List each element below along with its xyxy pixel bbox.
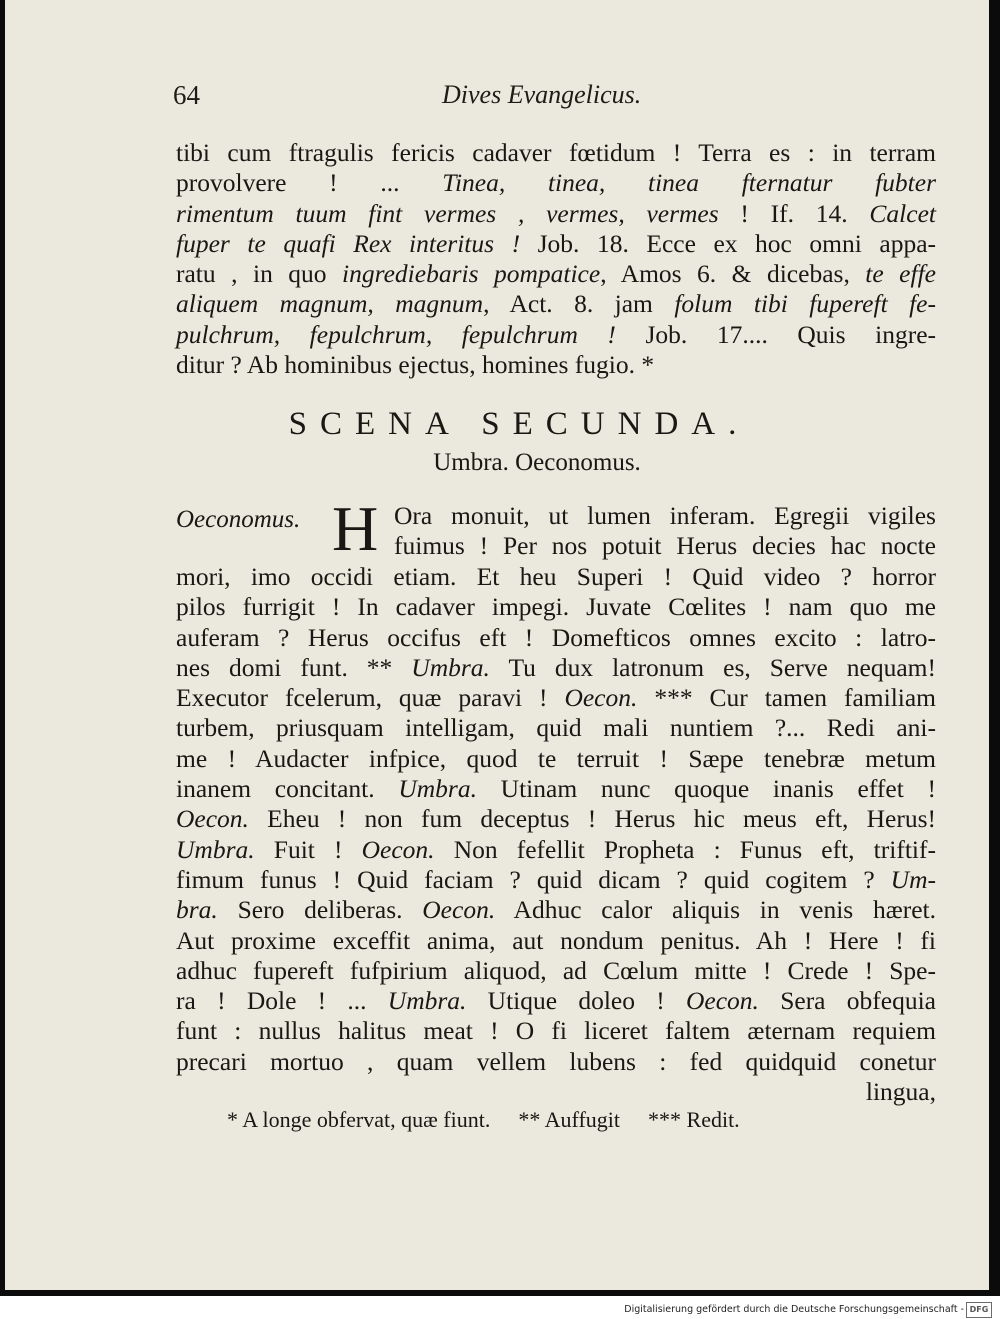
text-line	[176, 562, 936, 592]
roman-text: Fuit !	[254, 834, 362, 864]
roman-text: ratu , in quo	[176, 259, 343, 289]
text-line	[176, 895, 936, 925]
text-line	[176, 744, 936, 774]
roman-text: nes domi funt. **	[176, 652, 412, 682]
footnote: *** Redit.	[648, 1107, 740, 1132]
text-line	[176, 865, 936, 895]
text-line	[176, 804, 936, 834]
roman-text: Executor fcelerum, quæ paravi !	[176, 683, 565, 713]
italic-text: Um-	[890, 864, 936, 894]
roman-text: Adhuc calor aliquis in venis hæret.	[495, 895, 936, 925]
roman-text: ra ! Dole ! ...	[176, 986, 388, 1016]
italic-text: Oecon.	[361, 834, 435, 864]
roman-text: Eheu ! non fum deceptus ! Herus hic meus eft, Herus!	[248, 804, 936, 834]
roman-text: adhuc fupereft fufpirium aliquod, ad Cœlum mitte ! Crede ! Spe-	[176, 955, 936, 985]
italic-text: Umbra.	[411, 652, 490, 682]
text-line	[176, 653, 936, 683]
text-line	[176, 320, 936, 350]
italic-text: fuper te quafi Rex interitus !	[176, 228, 521, 258]
text-line	[176, 623, 936, 653]
footnote: ** Auffugit	[518, 1107, 621, 1132]
text-line	[176, 1047, 936, 1077]
text-line	[176, 956, 936, 986]
roman-text: Utinam nunc quoque inanis effet !	[476, 774, 936, 804]
italic-text: Oecon.	[176, 804, 249, 834]
roman-text: Sera obfequia	[758, 986, 936, 1016]
running-title: Dives Evangelicus.	[442, 80, 642, 109]
italic-text: Oecon.	[686, 986, 759, 1016]
digitization-credit: Digitalisierung gefördert durch die Deutsche Forschungsgemeinschaft -	[624, 1304, 964, 1315]
footnotes	[227, 1107, 768, 1133]
roman-text: funt : nullus halitus meat ! O fi liceret faltem æternam requiem	[176, 1016, 936, 1046]
roman-text: *** Cur tamen familiam	[637, 683, 937, 713]
text-line	[176, 199, 936, 229]
italic-text: Calcet	[869, 198, 936, 228]
italic-text: Umbra.	[387, 986, 467, 1016]
roman-text: Utique doleo !	[466, 986, 686, 1016]
roman-text: Job. 18. Ecce ex hoc omni appa-	[520, 228, 937, 258]
text-line	[176, 774, 936, 804]
dialogue-body	[176, 562, 936, 1107]
roman-text: tibi cum ftragulis fericis cadaver fœtidum ! Terra es : in terram	[176, 138, 936, 167]
italic-text: te effe	[865, 259, 936, 289]
roman-text: , Act. 8. jam	[483, 289, 675, 319]
dialogue-opening-lines	[394, 501, 936, 562]
roman-text: Aut proxime exceffit anima, aut nondum penitus. Ah ! Here ! fi	[176, 925, 936, 955]
roman-text: provolvere ! ...	[176, 168, 443, 198]
roman-text: inanem concitant.	[176, 774, 399, 804]
speaker-name: Oeconomus.	[176, 506, 301, 533]
text-line	[176, 259, 936, 289]
text-line	[176, 1077, 936, 1107]
scene-persons: Umbra. Oeconomus.	[433, 449, 641, 476]
text-line	[176, 592, 936, 622]
italic-text: Oecon.	[422, 895, 496, 925]
text-line	[176, 683, 936, 713]
roman-text: , Amos 6. & dicebas,	[600, 259, 866, 289]
text-line	[176, 138, 936, 168]
text-line	[176, 986, 936, 1016]
text-line	[176, 350, 936, 380]
italic-text: ingrediebaris pompatice	[342, 259, 601, 289]
roman-text: ! If. 14.	[718, 198, 870, 228]
italic-text: Tinea, tinea, tinea fternatur fubter	[442, 168, 936, 198]
text-line	[176, 1016, 936, 1046]
roman-text: Sero deliberas.	[217, 895, 423, 925]
text-line	[176, 229, 936, 259]
roman-text: me ! Audacter infpice, quod te terruit ! Sæpe tenebræ metum	[176, 743, 936, 773]
text-line: Ora monuit, ut lumen inferam. Egregii vigiles	[394, 501, 936, 530]
text-line	[176, 289, 936, 319]
italic-text: folum tibi fupereft fe-	[674, 289, 936, 319]
scene-title: SCENA SECUNDA.	[288, 406, 750, 442]
book-page	[5, 0, 989, 1290]
drop-cap: H	[332, 493, 379, 564]
opening-paragraph	[176, 138, 936, 380]
roman-text: pilos furrigit ! In cadaver impegi. Juvate Cœlites ! nam quo me	[176, 592, 936, 622]
text-line	[176, 168, 936, 198]
roman-text: turbem, priusquam intelligam, quid mali nuntiem ?... Redi ani-	[176, 713, 936, 743]
text-line	[176, 835, 936, 865]
italic-text: bra.	[176, 895, 218, 925]
roman-text: Tu dux latronum es, Serve nequam!	[489, 652, 936, 682]
dfg-logo: DFG	[966, 1302, 992, 1318]
text-line	[176, 926, 936, 956]
roman-text: Non fefellit Propheta : Funus eft, triftif-	[434, 834, 936, 864]
italic-text: Umbra.	[176, 834, 255, 864]
roman-text: Job. 17.... Quis ingre-	[615, 319, 937, 349]
text-line: fuimus ! Per nos potuit Herus decies hac nocte	[394, 531, 936, 561]
page-header	[5, 80, 989, 120]
roman-text: auferam ? Herus occifus eft ! Domefticos omnes excito : latro-	[176, 622, 936, 652]
page-number: 64	[173, 80, 200, 110]
italic-text: aliquem magnum, magnum	[176, 289, 484, 319]
roman-text: fimum funus ! Quid faciam ? quid dicam ? quid cogitem ?	[176, 864, 891, 894]
roman-text: precari mortuo , quam vellem lubens : fed quidquid conetur	[176, 1046, 936, 1076]
italic-text: pulchrum, fepulchrum, fepulchrum !	[176, 319, 616, 349]
italic-text: Oecon.	[564, 683, 638, 713]
roman-text: mori, imo occidi etiam. Et heu Superi ! Quid video ? horror	[176, 562, 936, 591]
roman-text: ditur ? Ab hominibus ejectus, homines fugio. *	[176, 350, 655, 380]
roman-text: lingua,	[865, 1077, 936, 1107]
italic-text: rimentum tuum fint vermes , vermes, vermes	[176, 198, 719, 228]
italic-text: Umbra.	[398, 774, 477, 804]
footnote: * A longe obfervat, quæ fiunt.	[227, 1107, 491, 1132]
text-line	[176, 713, 936, 743]
